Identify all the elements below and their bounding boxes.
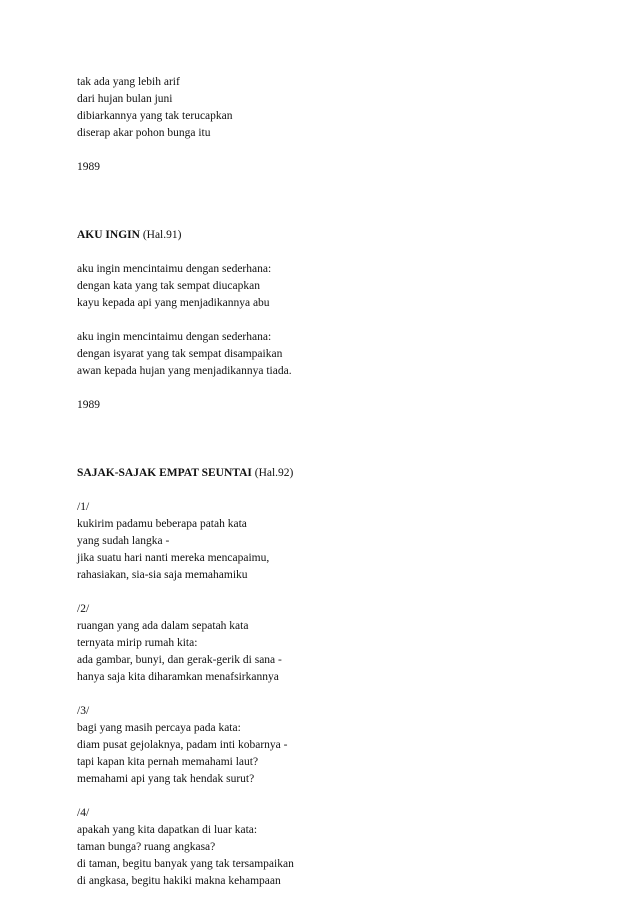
poem-2-heading — [77, 227, 577, 244]
poem-line: aku ingin mencintaimu dengan sederhana: — [77, 331, 272, 343]
poem-line: apakah yang kita dapatkan di luar kata: — [77, 824, 258, 836]
poem-line: diam pusat gejolaknya, padam inti kobarnya - — [77, 739, 288, 751]
poem-line: diserap akar pohon bunga itu — [77, 127, 211, 139]
poem-1-stanza — [77, 74, 577, 142]
poem-2-stanza-2 — [77, 329, 577, 380]
poem-line: rahasiakan, sia-sia saja memahamiku — [77, 569, 248, 581]
poem-line: aku ingin mencintaimu dengan sederhana: — [77, 263, 272, 275]
poem-2-year: 1989 — [77, 399, 100, 411]
section-number: /2/ — [77, 603, 90, 615]
poem-3-section-4 — [77, 805, 577, 890]
poem-2-stanza-1 — [77, 261, 577, 312]
section-number: /1/ — [77, 501, 90, 513]
poem-3-page-ref: (Hal.92) — [254, 467, 294, 479]
section-number: /3/ — [77, 705, 90, 717]
poem-3-section-2 — [77, 601, 577, 686]
poem-line: bagi yang masih percaya pada kata: — [77, 722, 241, 734]
section-number: /4/ — [77, 807, 90, 819]
document-page — [77, 74, 577, 890]
poem-3-title: SAJAK-SAJAK EMPAT SEUNTAI — [77, 467, 252, 479]
poem-3-section-1 — [77, 499, 577, 584]
poem-line: di angkasa, begitu hakiki makna kehampaan — [77, 875, 281, 887]
poem-3-section-3 — [77, 703, 577, 788]
poem-line: dibiarkannya yang tak terucapkan — [77, 110, 233, 122]
poem-1-year: 1989 — [77, 161, 100, 173]
poem-line: yang sudah langka - — [77, 535, 170, 547]
poem-line: dengan kata yang tak sempat diucapkan — [77, 280, 260, 292]
poem-line: tapi kapan kita pernah memahami laut? — [77, 756, 259, 768]
poem-line: tak ada yang lebih arif — [77, 76, 180, 88]
poem-3-heading — [77, 465, 577, 482]
poem-line: ternyata mirip rumah kita: — [77, 637, 198, 649]
poem-line: dari hujan bulan juni — [77, 93, 173, 105]
poem-2-page-ref: (Hal.91) — [142, 229, 182, 241]
poem-line: jika suatu hari nanti mereka mencapaimu, — [77, 552, 270, 564]
poem-line: ruangan yang ada dalam sepatah kata — [77, 620, 249, 632]
poem-line: kukirim padamu beberapa patah kata — [77, 518, 247, 530]
poem-line: di taman, begitu banyak yang tak tersampaikan — [77, 858, 294, 870]
poem-line: awan kepada hujan yang menjadikannya tiada. — [77, 365, 292, 377]
poem-line: taman bunga? ruang angkasa? — [77, 841, 216, 853]
poem-line: dengan isyarat yang tak sempat disampaikan — [77, 348, 283, 360]
poem-2-title: AKU INGIN — [77, 229, 140, 241]
poem-line: memahami api yang tak hendak surut? — [77, 773, 255, 785]
poem-line: hanya saja kita diharamkan menafsirkannya — [77, 671, 279, 683]
poem-line: ada gambar, bunyi, dan gerak-gerik di sana - — [77, 654, 282, 666]
poem-line: kayu kepada api yang menjadikannya abu — [77, 297, 270, 309]
